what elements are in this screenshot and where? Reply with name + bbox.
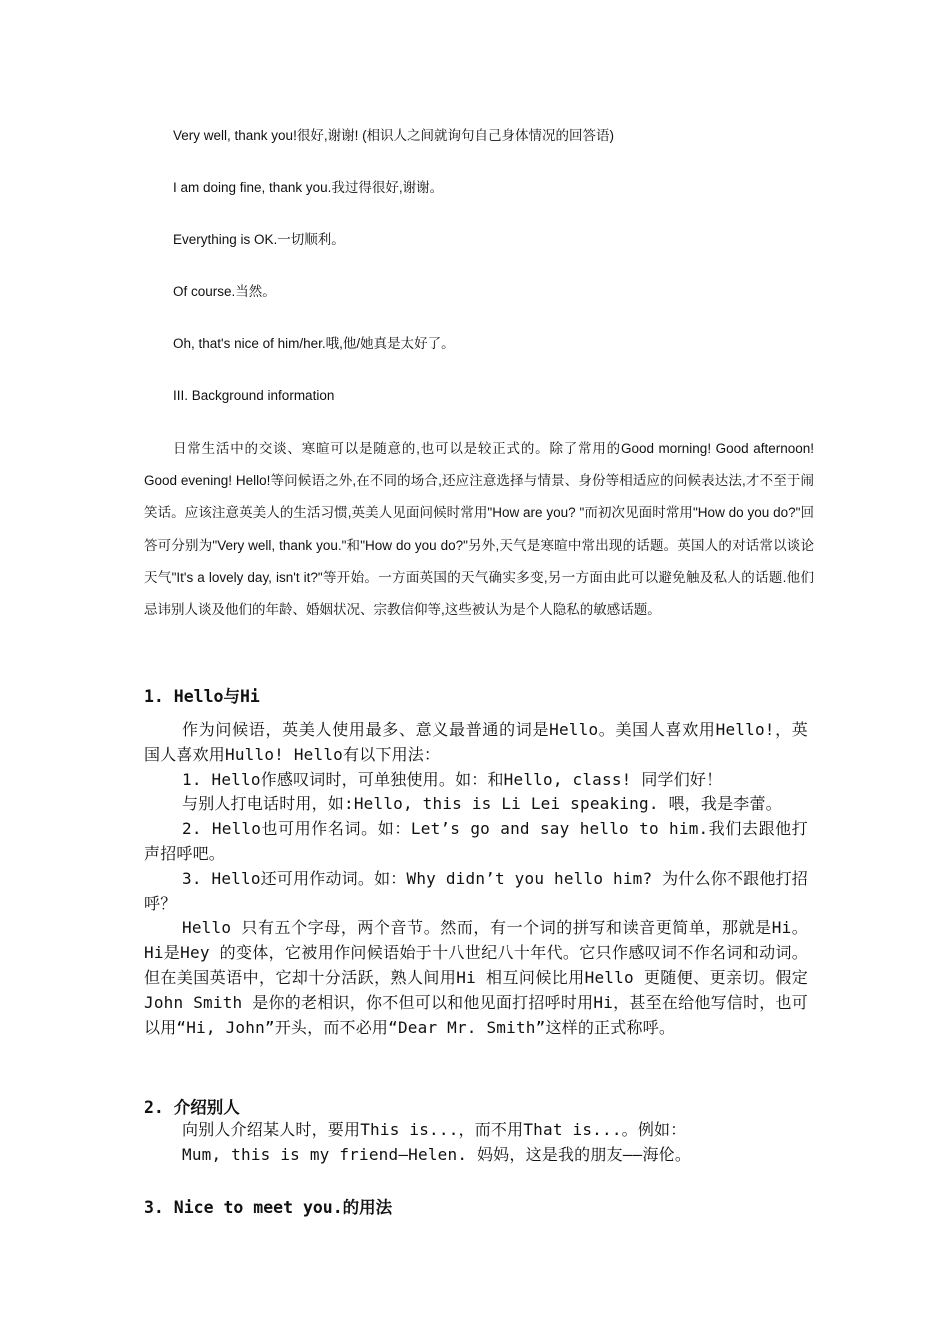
expression-line: I am doing fine, thank you.我过得很好,谢谢。: [173, 180, 444, 195]
section-heading-nice: 3. Nice to meet you.的用法: [144, 1198, 393, 1217]
section-title-background: III. Background information: [173, 388, 335, 403]
body-paragraph: Mum, this is my friend—Helen. 妈妈，这是我的朋友——海伦。: [182, 1144, 692, 1164]
background-paragraph: 日常生活中的交谈、寒暄可以是随意的,也可以是较正式的。除了常用的Good morning! Good afternoon! Good evening! Hello!等问候语之外,在不同的场合,还应注意选择与情景、身份等相适应的问候表达法,才不至于闹笑话。应该注意英美人的生活习惯,英美人见面问候时常用"How are you? "而初次见面时常用"How do you do?"回答可分别为"Very well, thank you."和"How do you do?"另外,天气是寒暄中常出现的话题。英国人的对话常以谈论天气"It's a lovely day, isn't it?"等开始。一方面英国的天气确实多变,另一方面由此可以避免触及私人的话题.他们忌讳别人谈及他们的年龄、婚姻状况、宗教信仰等,这些被认为是个人隐私的敏感话题。: [144, 441, 814, 618]
hello-section-body: [144, 718, 808, 1040]
expression-line: Everything is OK.一切顺利。: [173, 232, 345, 247]
expression-line: Oh, that's nice of him/her.哦,他/她真是太好了。: [173, 336, 455, 351]
body-paragraph: 向别人介绍某人时，要用This is...，而不用That is...。例如：: [182, 1120, 687, 1139]
body-paragraph: 3. Hello还可用作动词。如：Why didn’t you hello him? 为什么你不跟他打招呼？: [144, 868, 808, 913]
body-paragraph: 2. Hello也可用作名词。如：Let’s go and say hello to him.我们去跟他打声招呼吧。: [144, 819, 808, 863]
section-heading-intro: 2. 介绍别人: [144, 1098, 240, 1117]
section-heading-hello: 1. Hello与Hi: [144, 687, 260, 706]
intro-section-body: [144, 1118, 808, 1168]
body-paragraph: 作为问候语，英美人使用最多、意义最普通的词是Hello。美国人喜欢用Hello!，英国人喜欢用Hullo! Hello有以下用法：: [144, 720, 808, 764]
body-paragraph: Hello 只有五个字母，两个音节。然而，有一个词的拼写和读音更简单，那就是Hi。Hi是Hey 的变体，它被用作问候语始于十八世纪八十年代。它只作感叹词不作名词和动词。但在美国英语中，它却十分活跃，熟人间用Hi 相互问候比用Hello 更随便、更亲切。假定John Smith 是你的老相识，你不但可以和他见面打招呼时用Hi，甚至在给他写信时，也可以用“Hi, John”开头，而不必用“Dear Mr. Smith”这样的正式称呼。: [144, 918, 808, 1037]
body-paragraph: 与别人打电话时用，如:Hello, this is Li Lei speaking. 喂，我是李蕾。: [182, 794, 782, 814]
body-paragraph: 1. Hello作感叹词时，可单独使用。如：和Hello, class! 同学们好！: [182, 769, 723, 789]
expression-line: Very well, thank you!很好,谢谢! (相识人之间就询句自己身体情况的回答语): [173, 128, 615, 143]
expression-line: Of course.当然。: [173, 284, 276, 299]
